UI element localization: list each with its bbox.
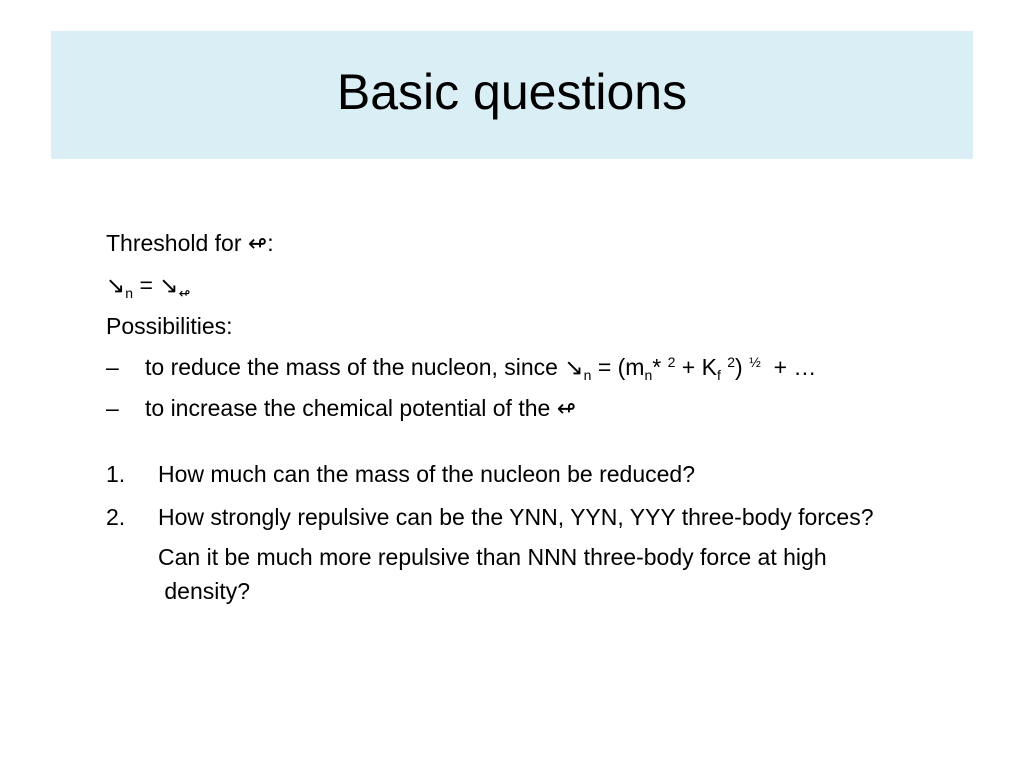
question-text: How much can the mass of the nucleon be reduced?: [158, 461, 695, 487]
superscript-half: ½: [749, 354, 761, 370]
possibilities-label: Possibilities:: [106, 313, 233, 339]
equation-tail: + …: [760, 354, 817, 380]
superscript-2: 2: [727, 354, 736, 370]
threshold-line: [106, 229, 274, 257]
threshold-suffix: :: [267, 230, 274, 256]
threshold-equation: [106, 271, 190, 299]
bullet-dash: –: [106, 395, 119, 421]
bullet-text: [145, 353, 816, 381]
question-text: How strongly repulsive can be the YNN, YYN, YYY three-body forces?: [158, 504, 874, 530]
followup-line-1: Can it be much more repulsive than NNN three-body force at high: [158, 544, 827, 570]
equation-equals: =: [133, 272, 160, 298]
hook-arrow-subscript-icon: ↫: [178, 285, 191, 301]
southeast-arrow-icon: ↘: [564, 354, 584, 380]
equation-star: *: [652, 354, 668, 380]
equation-plus-k: + K: [675, 354, 717, 380]
subscript-n: n: [583, 367, 592, 383]
title-banner: [51, 31, 973, 159]
bullet-text-lead: to increase the chemical potential of the: [145, 395, 557, 421]
subscript-n: n: [644, 367, 653, 383]
bullet-text-lead: to reduce the mass of the nucleon, since: [145, 354, 565, 380]
hook-arrow-icon: ↫: [556, 395, 576, 421]
equation-left-subscript: n: [125, 285, 134, 301]
followup-line-2: density?: [158, 578, 251, 604]
hook-arrow-icon: ↫: [247, 230, 268, 256]
southeast-arrow-icon: ↘: [106, 272, 126, 298]
equation-open: = (m: [591, 354, 645, 380]
slide-title: Basic questions: [336, 64, 688, 120]
threshold-prefix: Threshold for: [106, 230, 248, 256]
bullet-dash: –: [106, 354, 119, 380]
bullet-text: [145, 394, 576, 422]
equation-close: ): [735, 354, 750, 380]
subscript-f: f: [716, 367, 721, 383]
question-number: 2.: [106, 504, 126, 530]
superscript-2: 2: [667, 354, 676, 370]
question-number: 1.: [106, 461, 126, 487]
southeast-arrow-icon: ↘: [159, 272, 179, 298]
